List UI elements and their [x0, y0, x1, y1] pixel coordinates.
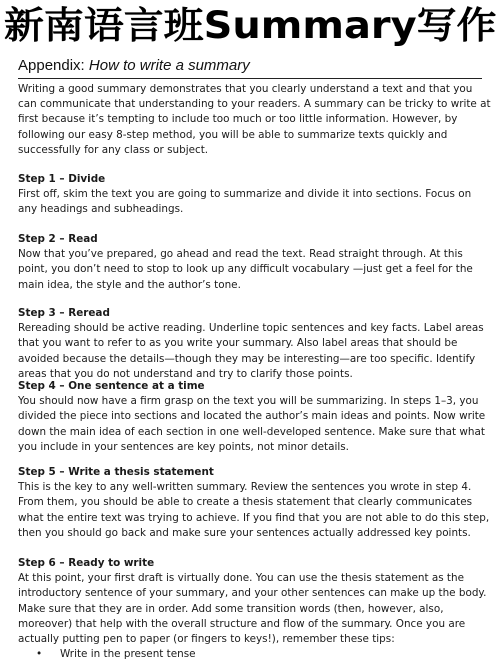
banner: [0, 0, 500, 52]
step-body: This is the key to any well-written summary. Review the sentences you wrote in step 4. From them, you should be able to create a thesis statement that clearly communicates what the entire text was trying to achieve. If you find that you are not able to do this step, then you should go back and make sure your sentences actually addressed key points.: [18, 481, 490, 539]
bullet-icon: •: [36, 648, 43, 661]
step-1-section: [18, 172, 492, 218]
step-body: At this point, your first draft is virtually done. You can use the thesis statement as the introductory sentence of your summary, and your other sentences can make up the body. Make sure that they are in order. Add some transition words (then, however, also, moreover) that help with the overall structure and flow of the summary. Once you are actually putting pen to paper (or fingers to keys!), remember these tips:: [18, 572, 487, 646]
step-body: First off, skim the text you are going to summarize and divide it into sections. Focus on any headings and subheadings.: [18, 188, 472, 216]
step-4-section: [18, 379, 492, 455]
intro-paragraph: Writing a good summary demonstrates that you clearly understand a text and that you can communicate that understanding to your readers. A summary can be tricky to write at first because it’s tempting to include too much or too little information. However, by following our easy 8-step method, you will be able to summarize texts quickly and successfully for any class or subject.: [18, 83, 491, 156]
tip-text: Write in the present tense: [60, 648, 196, 661]
appendix-title: How to write a summary: [88, 57, 250, 74]
appendix-prefix: Appendix:: [18, 57, 89, 74]
step-heading: Step 5 – Write a thesis statement: [18, 466, 214, 478]
step-5-section: [18, 465, 492, 541]
step-body: Rereading should be active reading. Underline topic sentences and key facts. Label areas that you want to refer to as you write your summary. Also label areas that should be avoided because the details—though they may be interesting—are too specific. Identify areas that you do not understand and try to clarify those points.: [18, 322, 484, 380]
intro-section: [18, 82, 492, 158]
step-6-section: [18, 556, 492, 662]
step-3-section: [18, 306, 492, 382]
step-body: Now that you’ve prepared, go ahead and read the text. Read straight through. At this point, you don’t need to stop to look up any difficult vocabulary —just get a feel for the main idea, the style and the author’s tone.: [18, 248, 473, 291]
step-heading: Step 4 – One sentence at a time: [18, 380, 205, 392]
step-heading: Step 3 – Reread: [18, 307, 110, 319]
step-heading: Step 2 – Read: [18, 233, 98, 245]
step-heading: Step 1 – Divide: [18, 173, 106, 185]
step-heading: Step 6 – Ready to write: [18, 557, 155, 569]
appendix-heading: [18, 56, 482, 79]
banner-title: 新南语言班Summary写作: [4, 4, 497, 47]
step-2-section: [18, 232, 492, 293]
step-body: You should now have a firm grasp on the text you will be summarizing. In steps 1–3, you divided the piece into sections and located the author’s main ideas and points. Now write down the main idea of each section in one well-developed sentence. Make sure that what you include in your sentences are key points, not minor details.: [18, 395, 486, 453]
